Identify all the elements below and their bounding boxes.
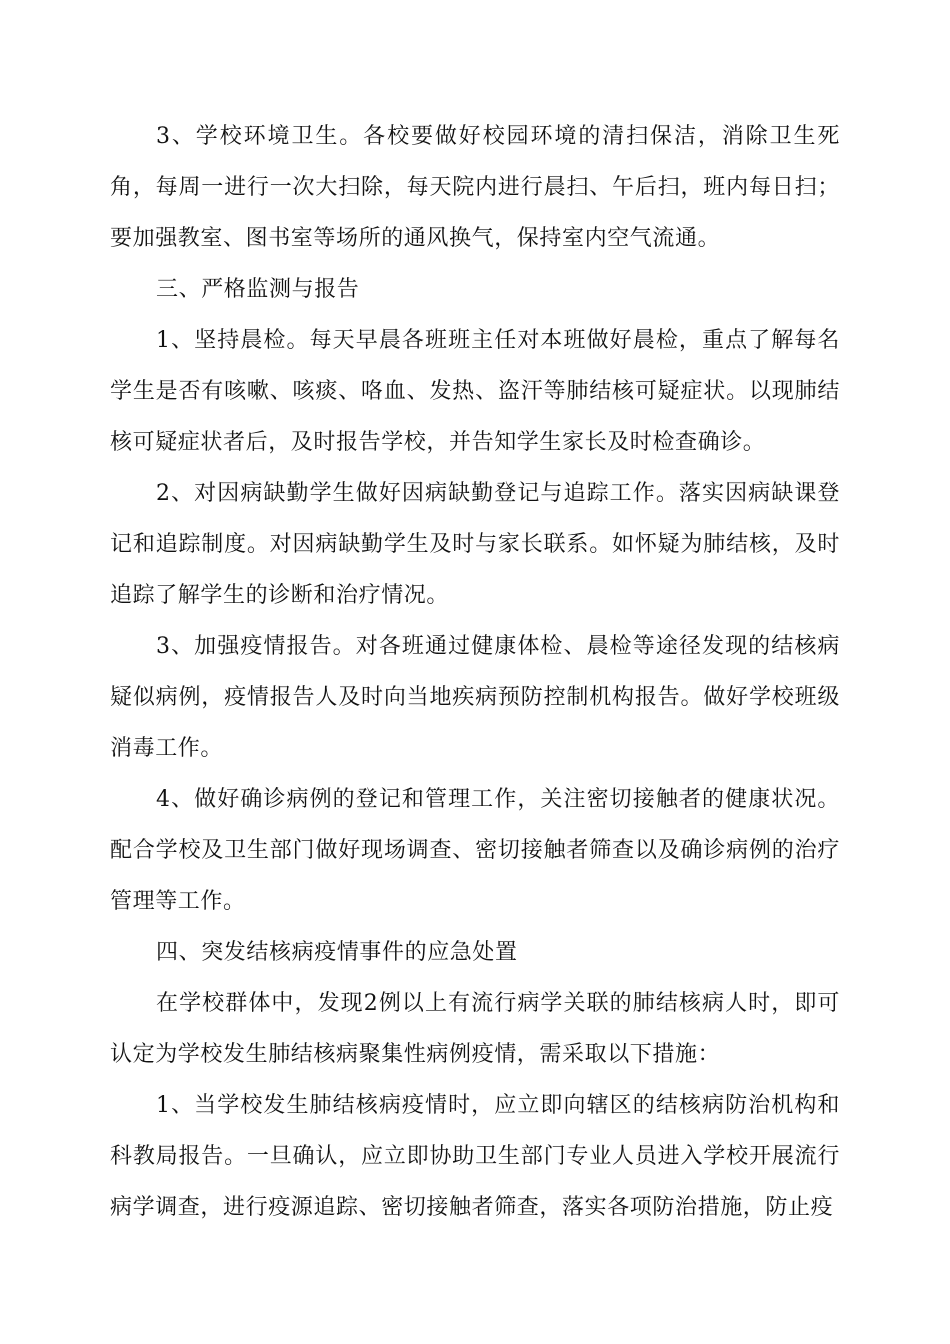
paragraph-immediate-report: 1、当学校发生肺结核病疫情时，应立即向辖区的结核病防治机构和科教局报告。一旦确认，应立即协助卫生部门专业人员进入学校开展流行病学调查，进行疫源追踪、密切接触者筛查，落实各项防治措施，防止疫 — [110, 1093, 840, 1220]
paragraph-epidemic-reporting: 3、加强疫情报告。对各班通过健康体检、晨检等途径发现的结核病疑似病例，疫情报告人及时向当地疾病预防控制机构报告。做好学校班级消毒工作。 — [110, 634, 840, 761]
paragraph-school-sanitation: 3、学校环境卫生。各校要做好校园环境的清扫保洁，消除卫生死角，每周一进行一次大扫除，每天院内进行晨扫、午后扫，班内每日扫；要加强教室、图书室等场所的通风换气，保持室内空气流通。 — [110, 124, 840, 251]
paragraph-cluster-definition: 在学校群体中，发现2例以上有流行病学关联的肺结核病人时，即可认定为学校发生肺结核病聚集性病例疫情，需采取以下措施： — [110, 991, 840, 1067]
document-body — [110, 111, 840, 1233]
paragraph-morning-check: 1、坚持晨检。每天早晨各班班主任对本班做好晨检，重点了解每名学生是否有咳嗽、咳痰、咯血、发热、盗汗等肺结核可疑症状。以现肺结核可疑症状者后，及时报告学校，并告知学生家长及时检查确诊。 — [110, 328, 840, 455]
section-heading-emergency-response: 四、突发结核病疫情事件的应急处置 — [156, 940, 518, 965]
paragraph-absence-tracking: 2、对因病缺勤学生做好因病缺勤登记与追踪工作。落实因病缺课登记和追踪制度。对因病缺勤学生及时与家长联系。如怀疑为肺结核，及时追踪了解学生的诊断和治疗情况。 — [110, 481, 840, 608]
section-heading-monitoring-reporting: 三、严格监测与报告 — [156, 277, 360, 302]
paragraph-confirmed-case-management: 4、做好确诊病例的登记和管理工作，关注密切接触者的健康状况。配合学校及卫生部门做好现场调查、密切接触者筛查以及确诊病例的治疗管理等工作。 — [110, 787, 840, 914]
